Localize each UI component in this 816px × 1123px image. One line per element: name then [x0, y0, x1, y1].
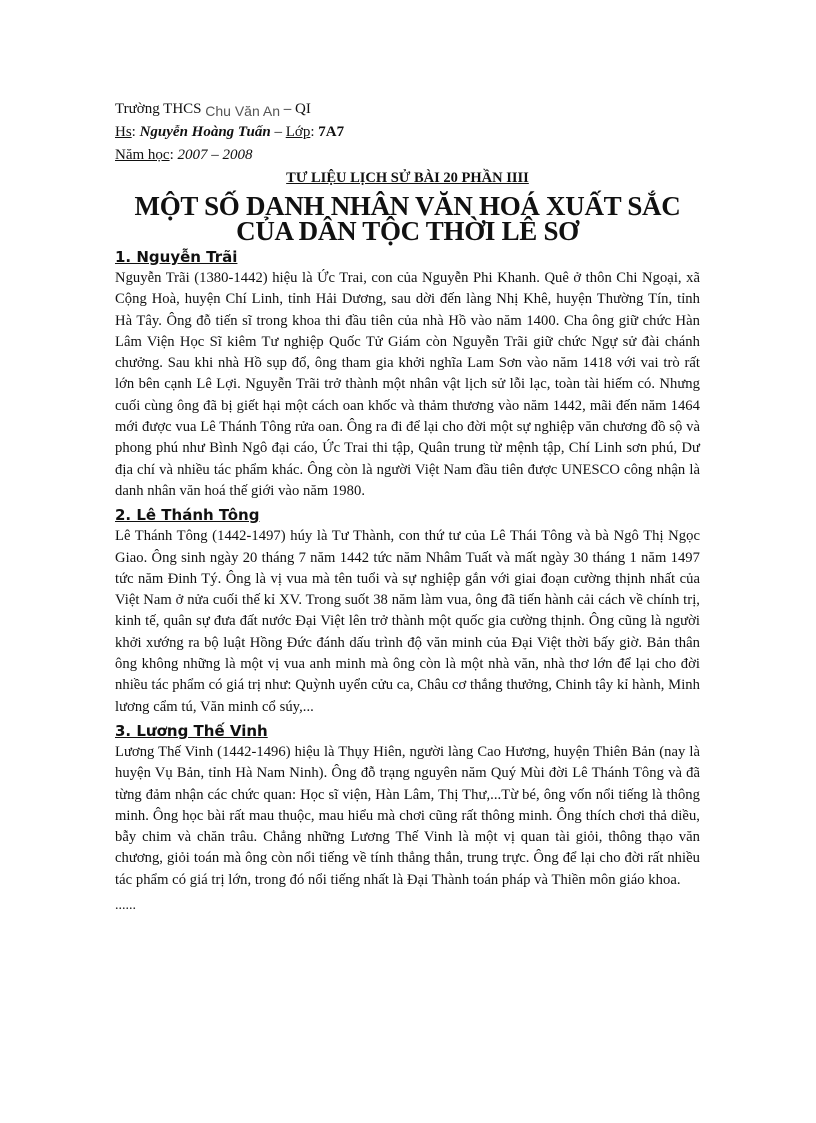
student-line: Hs: Nguyễn Hoàng Tuấn – Lớp: 7A7 [115, 124, 345, 140]
section-nguyen-trai [115, 246, 700, 502]
section-body: Lê Thánh Tông (1442-1497) húy là Tư Thành, con thứ tư của Lê Thái Tông và bà Ngô Thị Ngọc Giao. Ông sinh ngày 20 tháng 7 năm 1442 tức năm Nhâm Tuất và mất ngày 30 tháng 1 năm 1497 tức năm Đinh Tý. Ông là vị vua mà tên tuổi và sự nghiệp gắn với giai đoạn cường thịnh nhất của Việt Nam ở nửa cuối thế kỉ XV. Trong suốt 38 năm làm vua, ông đã tiến hành cải cách về chính trị, kinh tế, quân sự đưa đất nước Đại Việt lên trở thành một quốc gia cường thịnh. Ông cũng là người khởi xướng ra bộ luật Hồng Đức đánh dấu trình độ văn minh của Đại Việt thời bấy giờ. Bản thân ông không những là một vị vua anh minh mà ông còn là một nhà văn, nhà thơ lớn để lại cho đời nhiều tác phẩm có giá trị như: Quỳnh uyển cửu ca, Châu cơ thắng thưởng, Chinh tây kỉ hành, Minh lương cẩm tú, Văn minh cổ súy,... [115, 528, 700, 715]
section-le-thanh-tong [115, 504, 700, 718]
document-title [115, 191, 700, 246]
continuation-ellipsis: ...... [115, 898, 136, 914]
school-year-line: Năm học: 2007 – 2008 [115, 147, 253, 163]
school-line [115, 97, 700, 121]
section-heading: 2. Lê Thánh Tông [115, 506, 260, 525]
section-heading: 3. Lương Thế Vinh [115, 721, 268, 740]
student-name: Nguyễn Hoàng Tuấn [139, 124, 271, 140]
section-body: Nguyễn Trãi (1380-1442) hiệu là Ức Trai, con của Nguyễn Phi Khanh. Quê ở thôn Chi Ngoại, xã Cộng Hoà, huyện Chí Linh, tỉnh Hải Dương, sau dời đến làng Nhị Khê, huyện Thường Tín, tỉnh Hà Tây. Ông đỗ tiến sĩ trong khoa thi đầu tiên của nhà Hồ vào năm 1400. Cha ông giữ chức Hàn Lâm Viện Học Sĩ kiêm Tư nghiệp Quốc Tử Giám còn Nguyễn Trãi giữ chức Ngự sử đài chánh chưởng. Sau khi nhà Hồ sụp đổ, ông tham gia khởi nghĩa Lam Sơn vào năm 1418 với vai trò rất lớn bên cạnh Lê Lợi. Nguyễn Trãi trở thành một nhân vật lịch sử lỗi lạc, toàn tài hiếm có. Nhưng cuối cùng ông đã bị giết hại một cách oan khốc và thảm thương vào năm 1442, mãi đến năm 1464 mới được vua Lê Thánh Tông rửa oan. Ông ra đi để lại cho đời một sự nghiệp văn chương đồ sộ và phong phú như Bình Ngô đại cáo, Ức Trai thi tập, Quân trung từ mệnh tập, Chí Linh sơn phú, Dư địa chí và nhiều tác phẩm khác. Ông còn là người Việt Nam đầu tiên được UNESCO công nhận là danh nhân văn hoá thế giới vào năm 1980. [115, 270, 700, 499]
section-body: Lương Thế Vinh (1442-1496) hiệu là Thụy Hiên, người làng Cao Hương, huyện Thiên Bản (nay là huyện Vụ Bản, tỉnh Hà Nam Ninh). Ông đỗ trạng nguyên năm Quý Mùi đời Lê Thánh Tông và đã từng đảm nhận các chức quan: Học sĩ viện, Hàn Lâm, Thị Thư,...Từ bé, ông vốn nổi tiếng là thông minh. Ông học bài rất mau thuộc, mau hiểu mà chơi cũng rất thông minh. Ông thích chơi thả diều, bẫy chim và chăn trâu. Chẳng những Lương Thế Vinh là một vị quan tài giỏi, thông thạo văn chương, giỏi toán mà ông còn nổi tiếng về tính thẳng thắn, trung trực. Ông để lại cho đời rất nhiều tác phẩm có giá trị lớn, trong đó nổi tiếng nhất là Đại Thành toán pháp và Thiền môn giáo khoa. [115, 743, 700, 888]
school-prefix: Trường THCS [115, 101, 202, 117]
school-suffix: – QI [283, 101, 311, 117]
document-title-line-1: MỘT SỐ DANH NHÂN VĂN HOÁ XUẤT SẮC [134, 191, 681, 221]
student-label: Hs [115, 124, 132, 140]
document-label: TƯ LIỆU LỊCH SỬ BÀI 20 PHẦN IIII [286, 170, 529, 186]
section-heading: 1. Nguyễn Trãi [115, 248, 238, 266]
school-name: Chu Văn An [205, 103, 280, 119]
year-value: 2007 – 2008 [177, 147, 253, 163]
section-luong-the-vinh [115, 720, 700, 891]
page-content [115, 97, 700, 917]
year-label: Năm học [115, 147, 170, 163]
document-title-line-2: CỦA DÂN TỘC THỜI LÊ SƠ [236, 216, 579, 246]
class-label: Lớp [285, 124, 311, 140]
class-value: 7A7 [318, 124, 345, 140]
